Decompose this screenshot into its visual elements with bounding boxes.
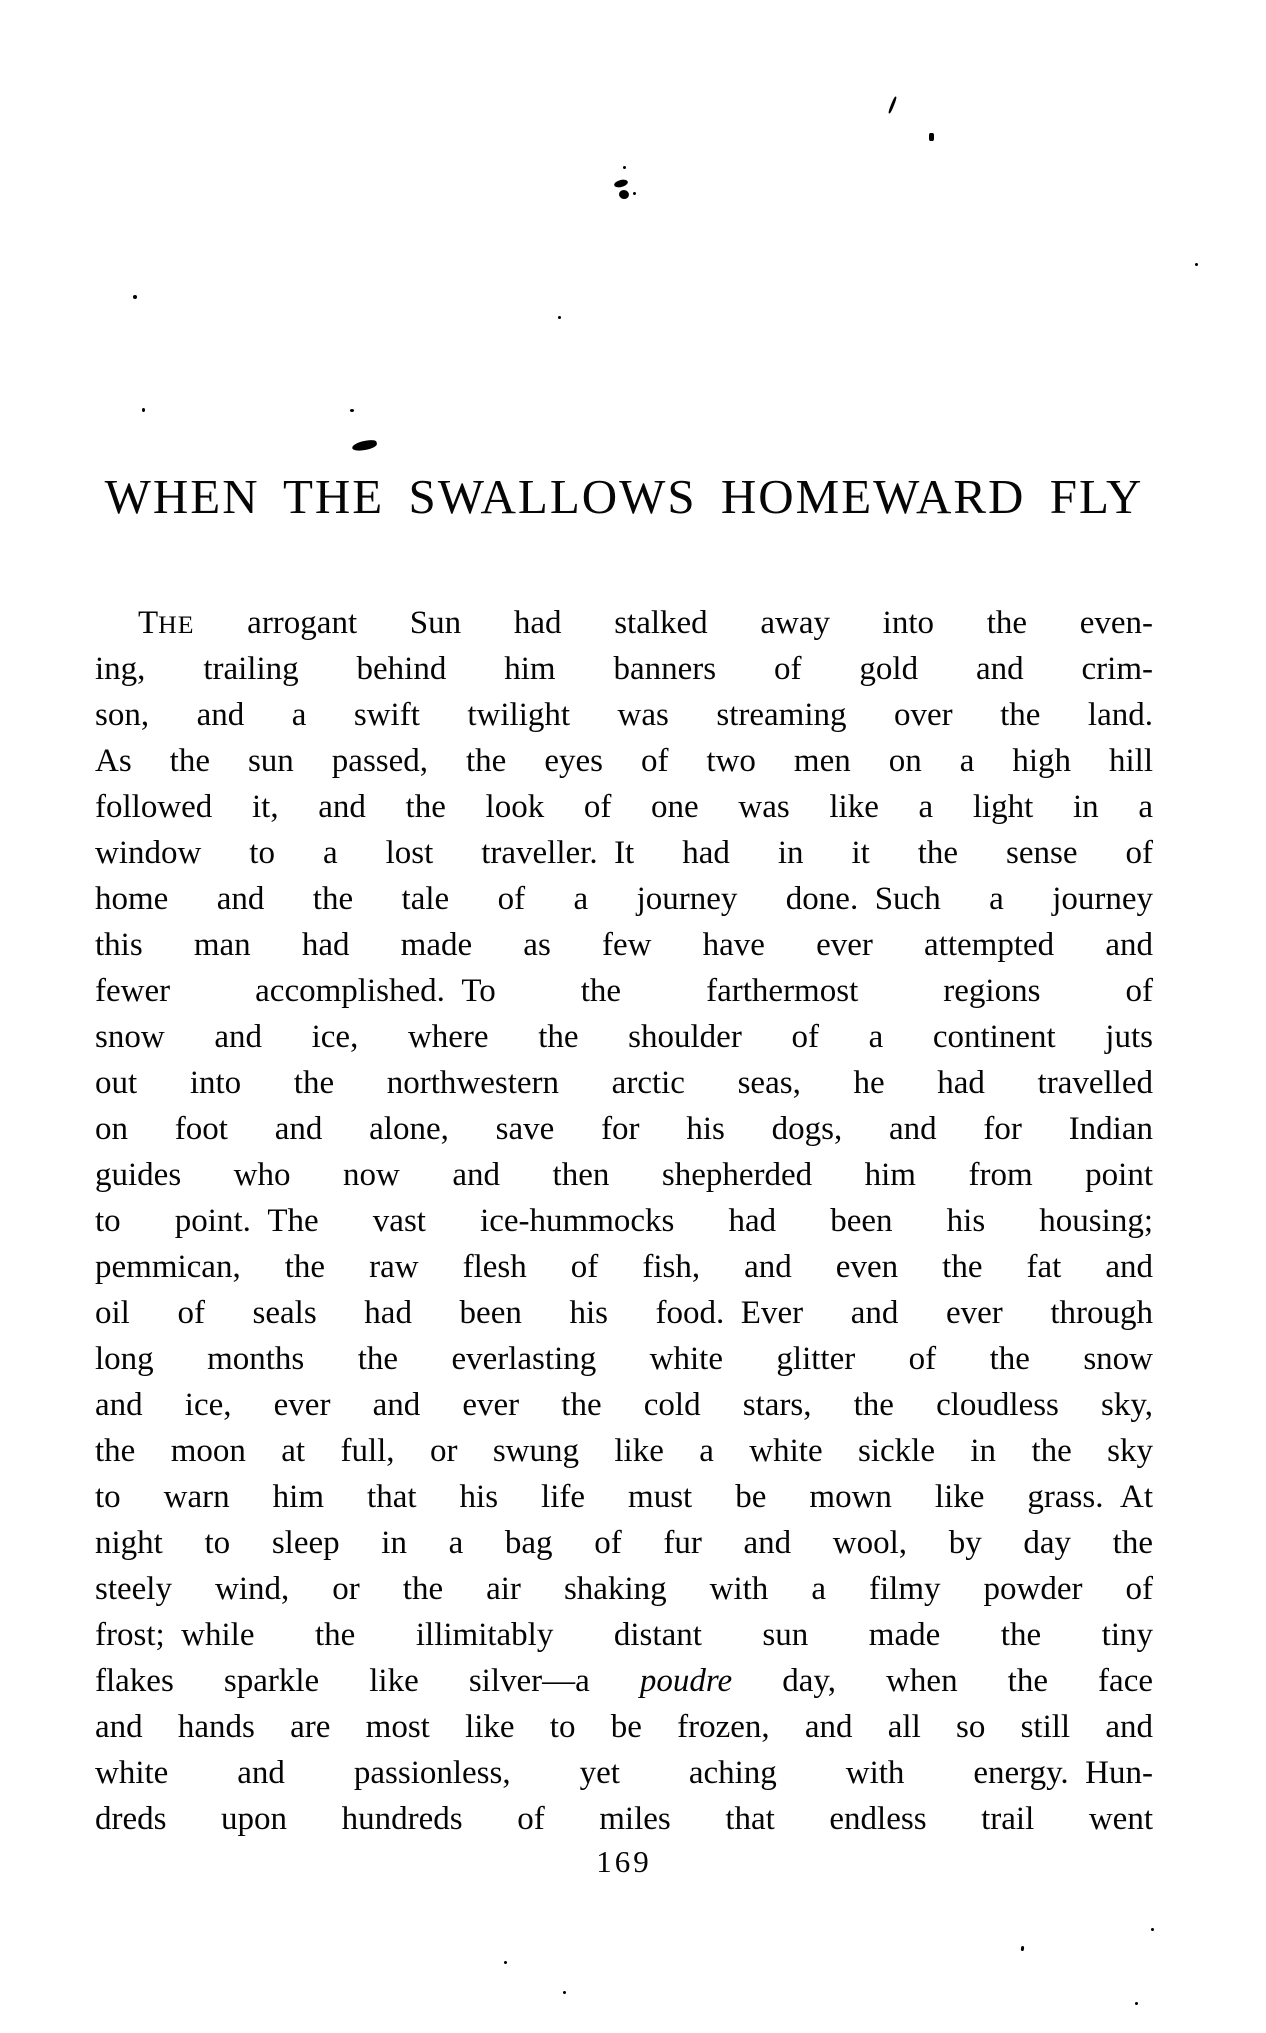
text-line bbox=[95, 968, 1153, 1014]
chapter-title: WHEN THE SWALLOWS HOMEWARD FLY bbox=[104, 469, 1144, 524]
dot-mark bbox=[1151, 1928, 1154, 1931]
text-segment: T bbox=[138, 605, 159, 641]
text-line bbox=[95, 1796, 1153, 1842]
text-line bbox=[95, 1704, 1153, 1750]
text-segment: white and passionless, yet aching with energy. Hun- bbox=[95, 1755, 1153, 1791]
text-segment: day, when the face bbox=[732, 1663, 1153, 1699]
smudge-mark bbox=[613, 178, 628, 188]
text-line bbox=[95, 1750, 1153, 1796]
text-segment: steely wind, or the air shaking with a filmy powder of bbox=[95, 1571, 1153, 1607]
text-line bbox=[95, 830, 1153, 876]
text-line bbox=[95, 1198, 1153, 1244]
page-number: 169 bbox=[596, 1844, 652, 1879]
text-segment: son, and a swift twilight was streaming over the land. bbox=[95, 697, 1153, 733]
text-segment: night to sleep in a bag of fur and wool, by day the bbox=[95, 1525, 1153, 1561]
text-segment: home and the tale of a journey done. Such a journey bbox=[95, 881, 1153, 917]
italic-word: poudre bbox=[639, 1663, 733, 1699]
dot-mark bbox=[350, 409, 354, 412]
smudge-mark bbox=[618, 189, 629, 200]
text-segment: pemmican, the raw flesh of fish, and even the fat and bbox=[95, 1249, 1153, 1285]
tick-mark bbox=[929, 133, 934, 141]
text-line bbox=[95, 1428, 1153, 1474]
text-segment: guides who now and then shepherded him from point bbox=[95, 1157, 1153, 1193]
text-line bbox=[95, 1612, 1153, 1658]
dot-mark bbox=[558, 316, 561, 319]
text-segment: and ice, ever and ever the cold stars, the cloudless sky, bbox=[95, 1387, 1153, 1423]
text-segment: to warn him that his life must be mown like grass. At bbox=[95, 1479, 1153, 1515]
dot-mark bbox=[142, 408, 145, 412]
text-segment: dreds upon hundreds of miles that endless trail went bbox=[95, 1801, 1153, 1837]
dot-mark bbox=[504, 1961, 507, 1964]
text-segment: this man had made as few have ever attempted and bbox=[95, 927, 1153, 963]
dot-mark bbox=[133, 295, 137, 299]
text-line bbox=[95, 646, 1153, 692]
text-segment: fewer accomplished. To the farthermost regions of bbox=[95, 973, 1153, 1009]
text-line bbox=[95, 600, 1153, 646]
text-line bbox=[95, 784, 1153, 830]
text-segment: window to a lost traveller. It had in it the sense of bbox=[95, 835, 1153, 871]
text-line bbox=[95, 876, 1153, 922]
text-line bbox=[95, 1106, 1153, 1152]
text-segment: flakes sparkle like silver—a bbox=[95, 1663, 640, 1699]
text-line bbox=[95, 1520, 1153, 1566]
text-line bbox=[95, 1152, 1153, 1198]
dot-mark bbox=[1135, 2002, 1138, 2005]
text-segment: ing, trailing behind him banners of gold and crim- bbox=[95, 651, 1153, 687]
tick-mark bbox=[1021, 1946, 1025, 1951]
small-caps-text: HE bbox=[158, 610, 195, 639]
text-segment: oil of seals had been his food. Ever and ever through bbox=[95, 1295, 1153, 1331]
text-line bbox=[95, 1014, 1153, 1060]
text-segment: followed it, and the look of one was like a light in a bbox=[95, 789, 1153, 825]
text-line bbox=[95, 1244, 1153, 1290]
text-segment: arrogant Sun had stalked away into the even- bbox=[194, 605, 1153, 641]
slash-mark bbox=[888, 96, 898, 114]
text-segment: frost; while the illimitably distant sun made the tiny bbox=[95, 1617, 1153, 1653]
text-segment: long months the everlasting white glitter of the snow bbox=[95, 1341, 1153, 1377]
text-line bbox=[95, 1336, 1153, 1382]
text-segment: snow and ice, where the shoulder of a continent juts bbox=[95, 1019, 1153, 1055]
dot-mark bbox=[633, 192, 636, 195]
text-line bbox=[95, 692, 1153, 738]
text-line bbox=[95, 1290, 1153, 1336]
dash-mark bbox=[351, 439, 377, 452]
dot-mark bbox=[1195, 263, 1198, 266]
text-line bbox=[95, 1382, 1153, 1428]
text-segment: the moon at full, or swung like a white sickle in the sky bbox=[95, 1433, 1153, 1469]
paragraph-text bbox=[95, 600, 1153, 1842]
text-segment: on foot and alone, save for his dogs, and for Indian bbox=[95, 1111, 1153, 1147]
text-line bbox=[95, 1658, 1153, 1704]
text-line bbox=[95, 1566, 1153, 1612]
text-line bbox=[95, 1474, 1153, 1520]
text-segment: and hands are most like to be frozen, and all so still and bbox=[95, 1709, 1153, 1745]
dot-mark bbox=[623, 166, 626, 169]
text-segment: out into the northwestern arctic seas, he had travelled bbox=[95, 1065, 1153, 1101]
text-segment: to point. The vast ice-hummocks had been his housing; bbox=[95, 1203, 1153, 1239]
text-segment: As the sun passed, the eyes of two men on a high hill bbox=[95, 743, 1153, 779]
text-line bbox=[95, 922, 1153, 968]
text-line bbox=[95, 1060, 1153, 1106]
text-line bbox=[95, 738, 1153, 784]
dot-mark bbox=[563, 1991, 566, 1994]
